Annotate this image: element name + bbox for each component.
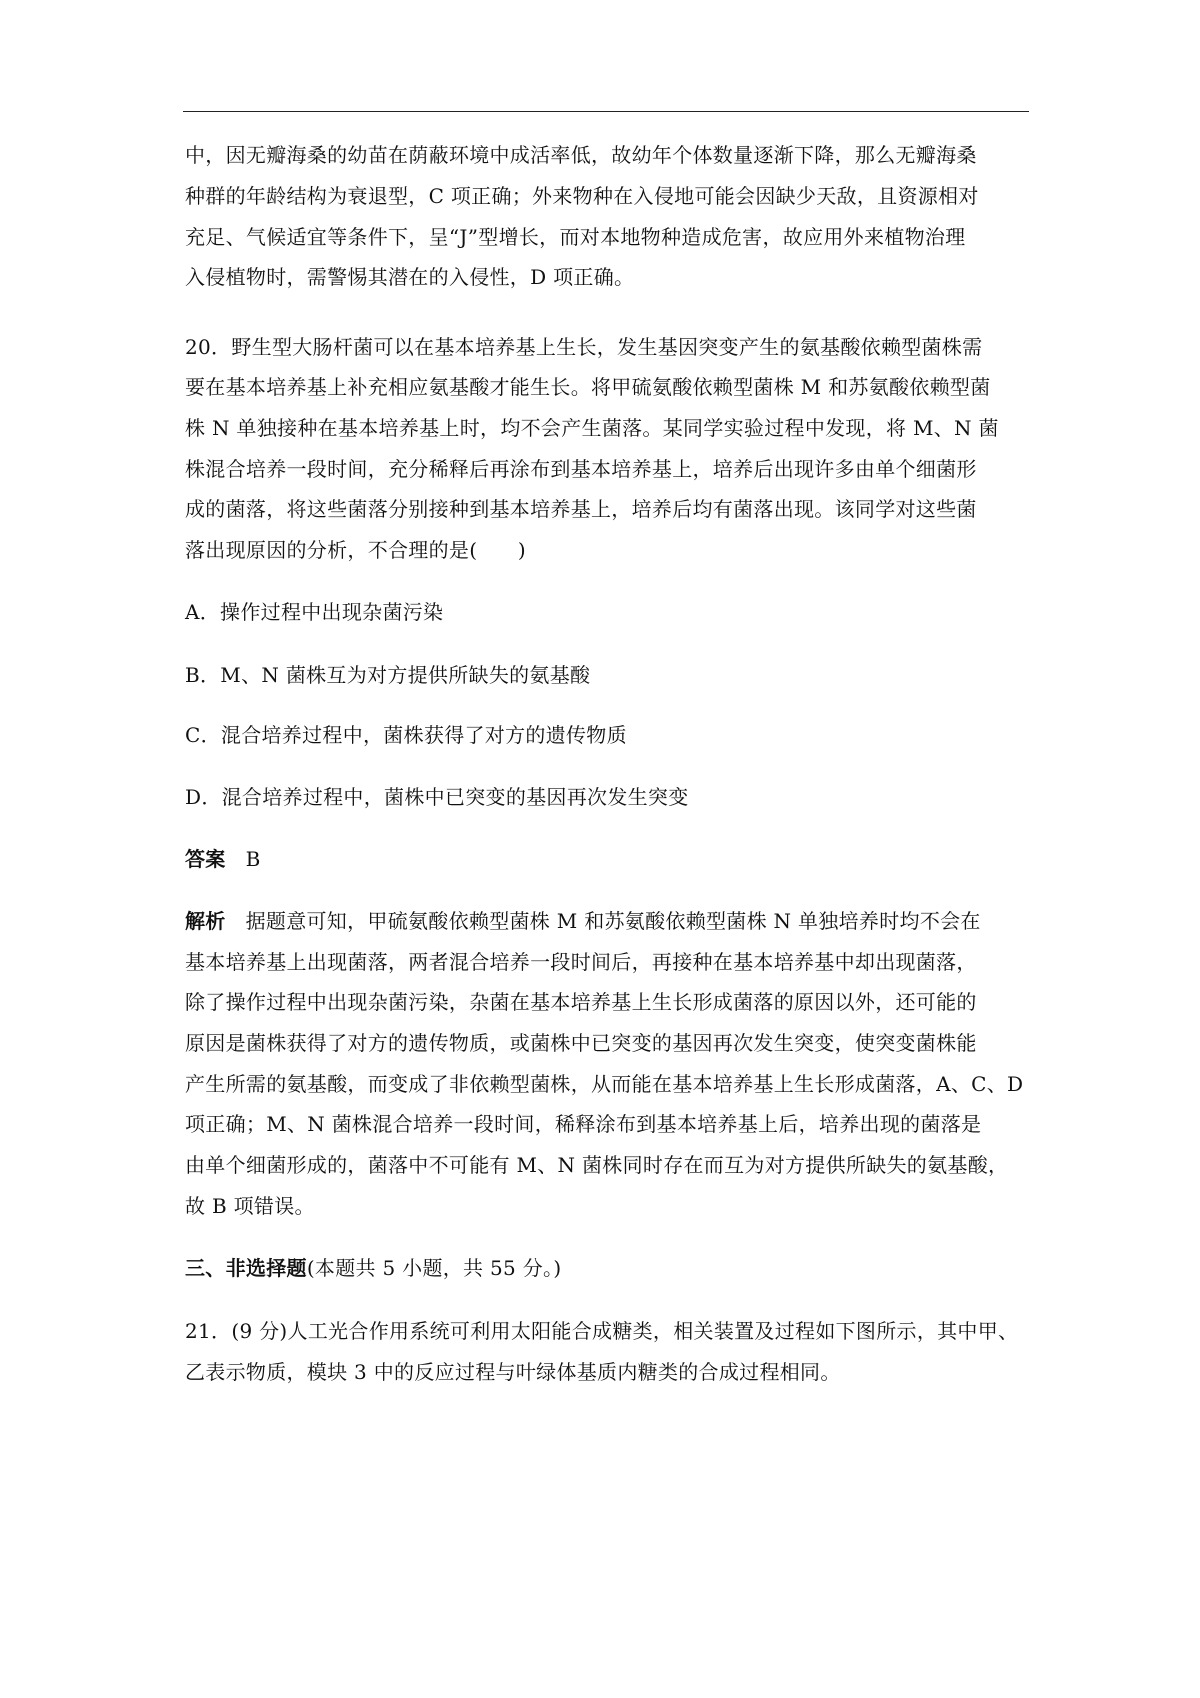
q20-option-d: D．混合培养过程中，菌株中已突变的基因再次发生突变 <box>185 785 689 809</box>
q20-analysis-first-line <box>185 909 981 933</box>
analysis-line: 原因是菌株获得了对方的遗传物质，或菌株中已突变的基因再次发生突变，使突变菌株能 <box>185 1031 977 1055</box>
q20-option-a: A．操作过程中出现杂菌污染 <box>185 600 444 624</box>
q20-stem-line: 20．野生型大肠杆菌可以在基本培养基上生长，发生基因突变产生的氨基酸依赖型菌株需 <box>185 335 983 359</box>
analysis-line: 产生所需的氨基酸，而变成了非依赖型菌株，从而能在基本培养基上生长形成菌落，A、C、D <box>185 1072 1024 1096</box>
analysis-line: 由单个细菌形成的，菌落中不可能有 M、N 菌株同时存在而互为对方提供所缺失的氨基酸， <box>185 1153 1009 1177</box>
q20-option-b: B．M、N 菌株互为对方提供所缺失的氨基酸 <box>185 663 591 687</box>
analysis-line: 项正确；M、N 菌株混合培养一段时间，稀释涂布到基本培养基上后，培养出现的菌落是 <box>185 1112 982 1136</box>
q20-option-c: C．混合培养过程中，菌株获得了对方的遗传物质 <box>185 723 627 747</box>
q20-answer <box>185 847 261 871</box>
q20-stem-line: 要在基本培养基上补充相应氨基酸才能生长。将甲硫氨酸依赖型菌株 M 和苏氨酸依赖型菌 <box>185 375 991 399</box>
analysis-line: 除了操作过程中出现杂菌污染，杂菌在基本培养基上生长形成菌落的原因以外，还可能的 <box>185 990 977 1014</box>
section-title-bold: 三、非选择题 <box>185 1256 307 1280</box>
q20-stem-line: 株混合培养一段时间，充分稀释后再涂布到基本培养基上，培养后出现许多由单个细菌形 <box>185 457 977 481</box>
prev-explanation-line: 中，因无瓣海桑的幼苗在荫蔽环境中成活率低，故幼年个体数量逐渐下降，那么无瓣海桑 <box>185 143 977 167</box>
q21-stem-line: 21．(9 分)人工光合作用系统可利用太阳能合成糖类，相关装置及过程如下图所示，其中甲、 <box>185 1319 1019 1343</box>
q21-stem-line: 乙表示物质，模块 3 中的反应过程与叶绿体基质内糖类的合成过程相同。 <box>185 1360 841 1384</box>
prev-explanation-line: 种群的年龄结构为衰退型，C 项正确；外来物种在入侵地可能会因缺少天敌，且资源相对 <box>185 184 979 208</box>
section-title <box>185 1256 561 1280</box>
analysis-label: 解析 <box>185 909 226 933</box>
prev-explanation-line: 充足、气候适宜等条件下，呈“J”型增长，而对本地物种造成危害，故应用外来植物治理 <box>185 225 966 249</box>
answer-value: B <box>245 847 261 871</box>
header-rule <box>183 111 1029 112</box>
q20-stem-line: 落出现原因的分析，不合理的是( ) <box>185 538 527 562</box>
prev-explanation-line: 入侵植物时，需警惕其潜在的入侵性，D 项正确。 <box>185 265 635 289</box>
analysis-line: 据题意可知，甲硫氨酸依赖型菌株 M 和苏氨酸依赖型菌株 N 单独培养时均不会在 <box>245 909 981 933</box>
analysis-line: 故 B 项错误。 <box>185 1194 315 1218</box>
q20-stem-line: 株 N 单独接种在基本培养基上时，均不会产生菌落。某同学实验过程中发现，将 M、N 菌 <box>185 416 999 440</box>
q20-stem-line: 成的菌落，将这些菌落分别接种到基本培养基上，培养后均有菌落出现。该同学对这些菌 <box>185 497 977 521</box>
section-title-rest: (本题共 5 小题，共 55 分。) <box>306 1256 562 1280</box>
analysis-line: 基本培养基上出现菌落，两者混合培养一段时间后，再接种在基本培养基中却出现菌落， <box>185 950 977 974</box>
answer-label: 答案 <box>185 847 226 871</box>
